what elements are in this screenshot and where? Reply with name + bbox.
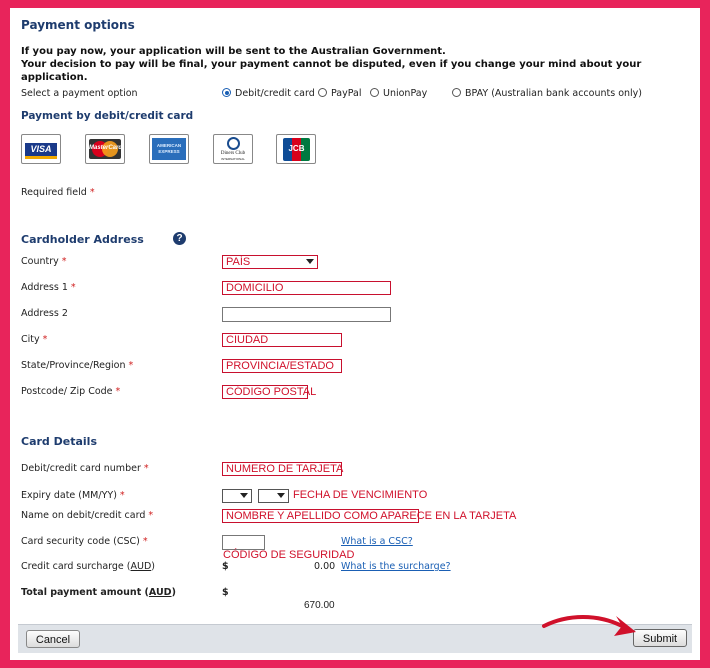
notice-line-1: If you pay now, your application will be sent to the Australian Government.: [21, 46, 446, 57]
card-name-input[interactable]: NOMBRE Y APELLIDO COMO APARECE EN LA TARJETA: [222, 509, 419, 523]
notice-line-2: Your decision to pay will be final, your payment cannot be disputed, even if you change your mind about your application.: [21, 59, 642, 83]
card-name-label: Name on debit/credit card *: [21, 510, 154, 521]
page-title: Payment options: [21, 18, 135, 32]
state-input[interactable]: PROVINCIA/ESTADO: [222, 359, 342, 373]
amex-logo: AMERICAN EXPRESS: [149, 134, 189, 164]
mastercard-logo: MasterCard: [85, 134, 125, 164]
country-label: Country *: [21, 256, 67, 267]
submit-button[interactable]: Submit: [633, 629, 687, 647]
csc-label: Card security code (CSC) *: [21, 536, 148, 547]
payment-option-label: Select a payment option: [21, 88, 138, 99]
cancel-button[interactable]: Cancel: [26, 630, 80, 648]
expiry-label: Expiry date (MM/YY) *: [21, 490, 125, 501]
card-number-label: Debit/credit card number *: [21, 463, 149, 474]
radio-selected-icon[interactable]: [222, 88, 231, 97]
radio-icon[interactable]: [370, 88, 379, 97]
card-number-input[interactable]: NUMERO DE TARJETA: [222, 462, 342, 476]
address2-label: Address 2: [21, 308, 68, 319]
surcharge-amount: 0.00: [314, 561, 336, 572]
radio-unionpay[interactable]: UnionPay: [370, 88, 427, 99]
radio-debit-credit[interactable]: Debit/credit card: [222, 88, 315, 99]
city-label: City *: [21, 334, 48, 345]
cardholder-address-title: Cardholder Address: [21, 233, 144, 246]
surcharge-currency: $: [222, 561, 229, 572]
help-question-icon[interactable]: ?: [173, 232, 186, 245]
what-is-csc-link[interactable]: What is a CSC?: [341, 536, 413, 547]
required-field-note: Required field *: [21, 187, 95, 198]
chevron-down-icon: [240, 493, 248, 498]
expiry-annotation: FECHA DE VENCIMIENTO: [293, 489, 428, 501]
card-details-title: Card Details: [21, 435, 97, 448]
total-label: Total payment amount (AUD): [21, 587, 176, 598]
radio-icon[interactable]: [452, 88, 461, 97]
jcb-logo: JCB: [276, 134, 316, 164]
card-section-title: Payment by debit/credit card: [21, 110, 194, 122]
diners-club-logo: Diners Club INTERNATIONAL: [213, 134, 253, 164]
city-input[interactable]: CIUDAD: [222, 333, 342, 347]
expiry-year-select[interactable]: [258, 489, 289, 503]
visa-logo: VISA: [21, 134, 61, 164]
what-is-surcharge-link[interactable]: What is the surcharge?: [341, 561, 451, 572]
radio-paypal[interactable]: PayPal: [318, 88, 362, 99]
csc-annotation: CÓDIGO DE SEGURIDAD: [223, 549, 355, 561]
total-amount: 670.00: [304, 600, 335, 611]
address1-input[interactable]: DOMICILIO: [222, 281, 391, 295]
surcharge-label: Credit card surcharge (AUD): [21, 561, 155, 572]
country-select[interactable]: PAÍS: [222, 255, 318, 269]
state-label: State/Province/Region *: [21, 360, 134, 371]
payment-panel: [10, 8, 700, 660]
total-currency: $: [222, 587, 229, 598]
radio-icon[interactable]: [318, 88, 327, 97]
address2-input[interactable]: [222, 307, 391, 322]
address1-label: Address 1 *: [21, 282, 76, 293]
expiry-month-select[interactable]: [222, 489, 252, 503]
postcode-label: Postcode/ Zip Code *: [21, 386, 121, 397]
arrow-annotation-icon: [538, 604, 648, 644]
chevron-down-icon: [277, 493, 285, 498]
csc-input[interactable]: [222, 535, 265, 550]
chevron-down-icon: [306, 259, 314, 264]
radio-bpay[interactable]: BPAY (Australian bank accounts only): [452, 88, 642, 99]
postcode-input[interactable]: CÓDIGO POSTAL: [222, 385, 308, 399]
